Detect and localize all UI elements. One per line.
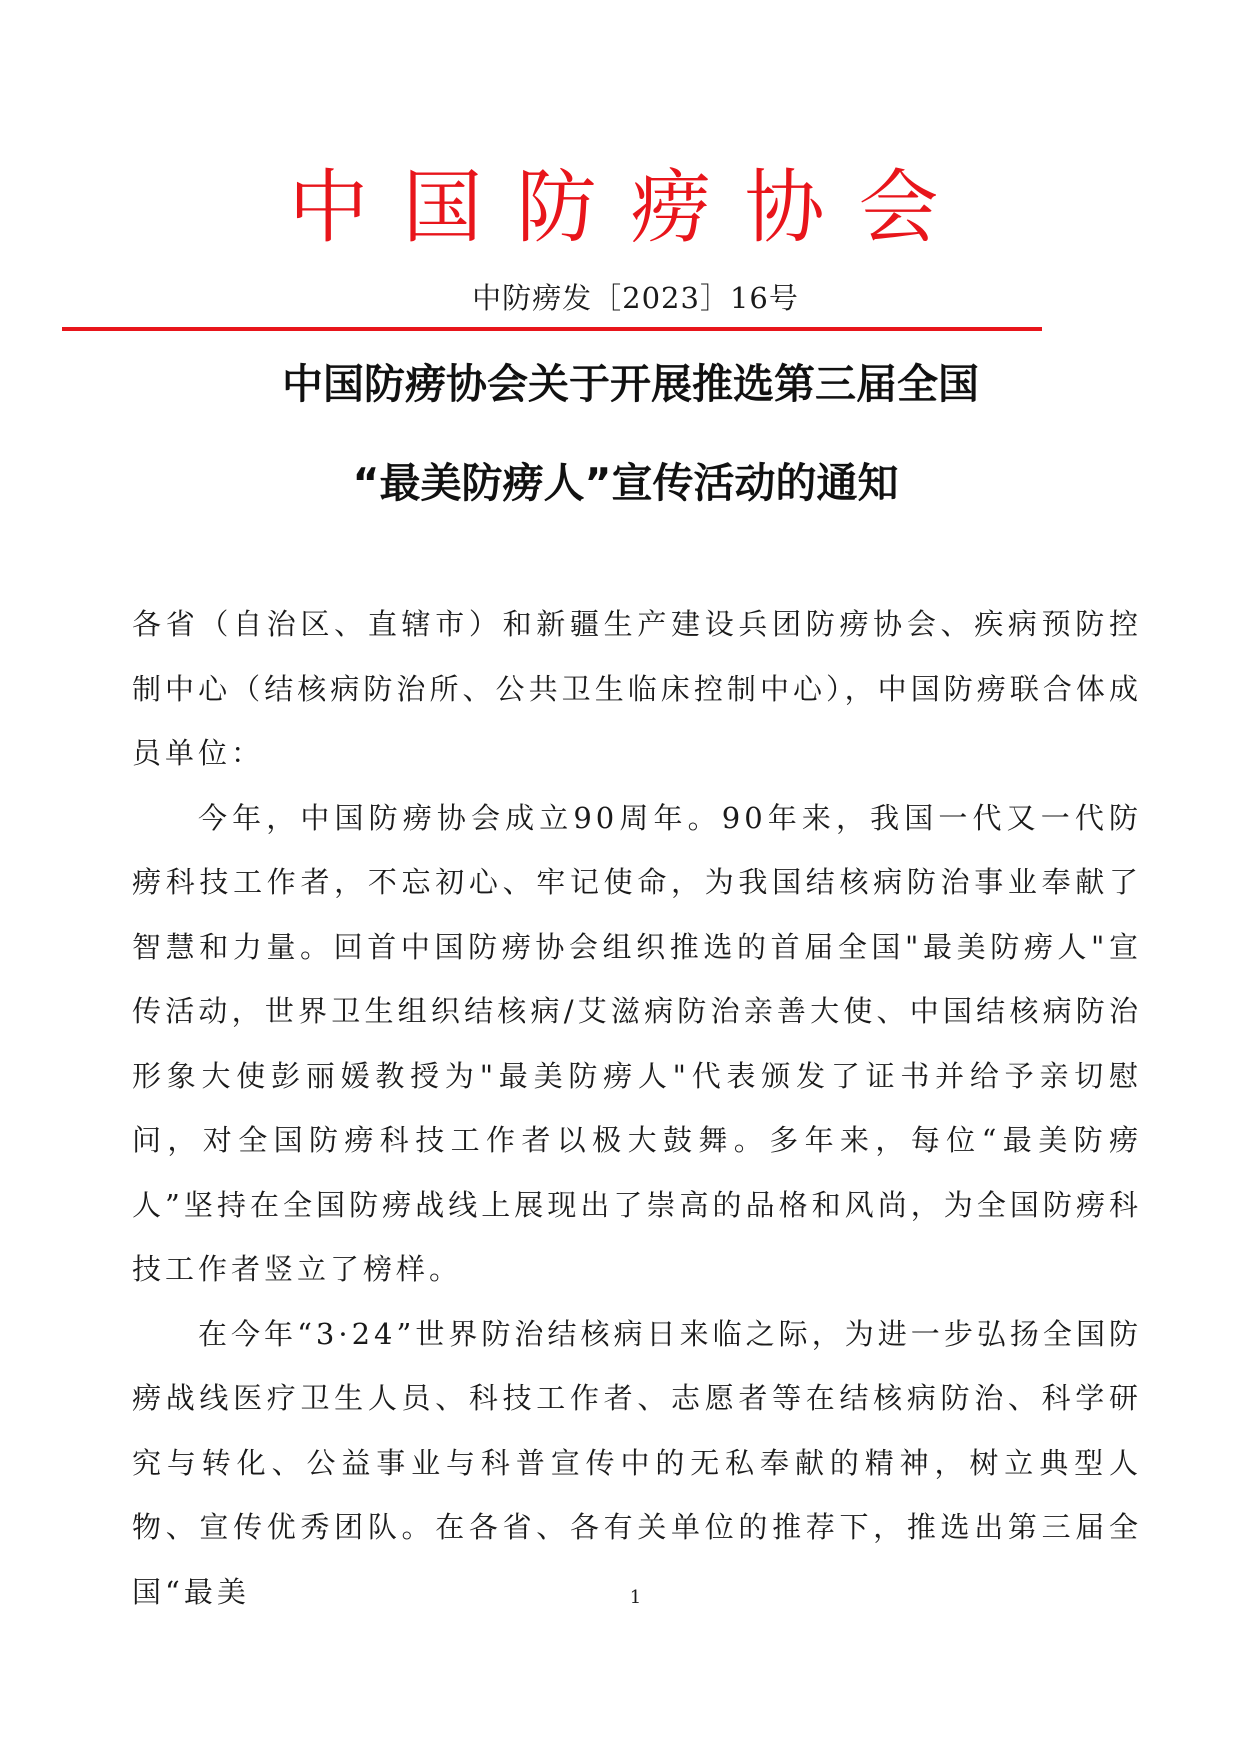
notice-title-line-2: “最美防痨人”宣传活动的通知	[352, 459, 899, 507]
document-body	[132, 592, 1142, 1624]
salutation: 各省（自治区、直辖市）和新疆生产建设兵团防痨协会、疾病预防控制中心（结核病防治所、公共卫生临床控制中心），中国防痨联合体成员单位：	[132, 607, 1142, 770]
page-number: 1	[629, 1587, 642, 1608]
document-number: 中防痨发［2023］16号	[472, 281, 799, 315]
paragraph-1: 今年，中国防痨协会成立90周年。90年来，我国一代又一代防痨科技工作者，不忘初心、牢记使命，为我国结核病防治事业奉献了智慧和力量。回首中国防痨协会组织推选的首届全国"最美防痨人"宣传活动，世界卫生组织结核病/艾滋病防治亲善大使、中国结核病防治形象大使彭丽媛教授为"最美防痨人"代表颁发了证书并给予亲切慰问，对全国防痨科技工作者以极大鼓舞。多年来，每位“最美防痨人”坚持在全国防痨战线上展现出了崇高的品格和风尚，为全国防痨科技工作者竖立了榜样。	[132, 800, 1142, 1286]
notice-title-line-1: 中国防痨协会关于开展推选第三届全国	[282, 360, 979, 408]
paragraph-2: 在今年“3·24”世界防治结核病日来临之际，为进一步弘扬全国防痨战线医疗卫生人员、科技工作者、志愿者等在结核病防治、科学研究与转化、公益事业与科普宣传中的无私奉献的精神，树立典型人物、宣传优秀团队。在各省、各有关单位的推荐下，推选出第三届全国“最美	[132, 1316, 1142, 1609]
red-header-rule	[62, 327, 1042, 331]
organization-name: 中国防痨协会	[288, 161, 973, 254]
